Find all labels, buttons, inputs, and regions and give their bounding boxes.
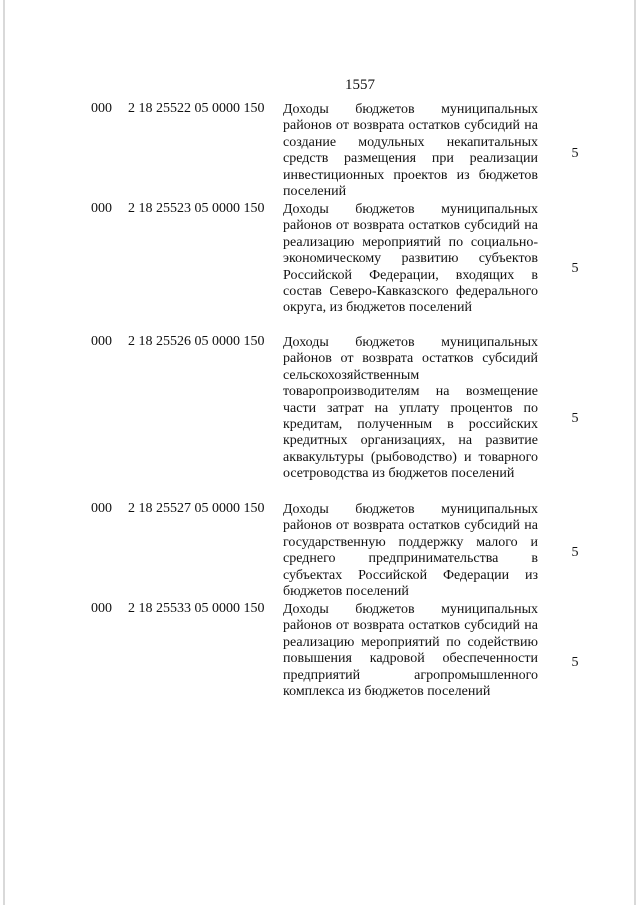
admin-code: 000 [91,101,112,116]
budget-classification-code: 2 18 25522 05 0000 150 [128,101,265,116]
income-description: Доходы бюджетов муниципальных районов от возврата остатков субсидий на реализацию мероприятий по содействию повышения кадровой обеспеченности предприятий агропромышленного комплекса из бюджетов поселений [283,602,538,700]
budget-classification-code: 2 18 25526 05 0000 150 [128,334,265,349]
scan-right-edge [634,0,636,905]
income-description: Доходы бюджетов муниципальных районов от возврата остатков субсидий на реализацию мероприятий по социально-экономическому развитию субъектов Российской Федерации, входящих в состав Северо-Кавказского федерального округа, из бюджетов поселений [283,202,538,316]
amount-value: 5 [571,261,579,276]
budget-classification-code: 2 18 25523 05 0000 150 [128,201,265,216]
budget-classification-code: 2 18 25527 05 0000 150 [128,501,265,516]
admin-code: 000 [91,601,112,616]
admin-code: 000 [91,501,112,516]
income-description: Доходы бюджетов муниципальных районов от возврата остатков субсидий сельскохозяйственным товаропроизводителям на возмещение части затрат на уплату процентов по кредитам, полученным в российских кредитных организациях, на развитие аквакультуры (рыбоводство) и товарного осетроводства из бюджетов поселений [283,335,538,482]
admin-code: 000 [91,334,112,349]
scan-left-edge [3,0,5,905]
amount-value: 5 [571,146,579,161]
amount-value: 5 [571,411,579,426]
budget-classification-code: 2 18 25533 05 0000 150 [128,601,265,616]
amount-value: 5 [571,545,579,560]
amount-value: 5 [571,655,579,670]
income-description: Доходы бюджетов муниципальных районов от возврата остатков субсидий на государственную поддержку малого и среднего предпринимательства в субъектах Российской Федерации из бюджетов поселений [283,502,538,600]
page-number: 1557 [345,77,375,93]
income-description: Доходы бюджетов муниципальных районов от возврата остатков субсидий на создание модульных некапитальных средств размещения при реализации инвестиционных проектов из бюджетов поселений [283,102,538,200]
admin-code: 000 [91,201,112,216]
